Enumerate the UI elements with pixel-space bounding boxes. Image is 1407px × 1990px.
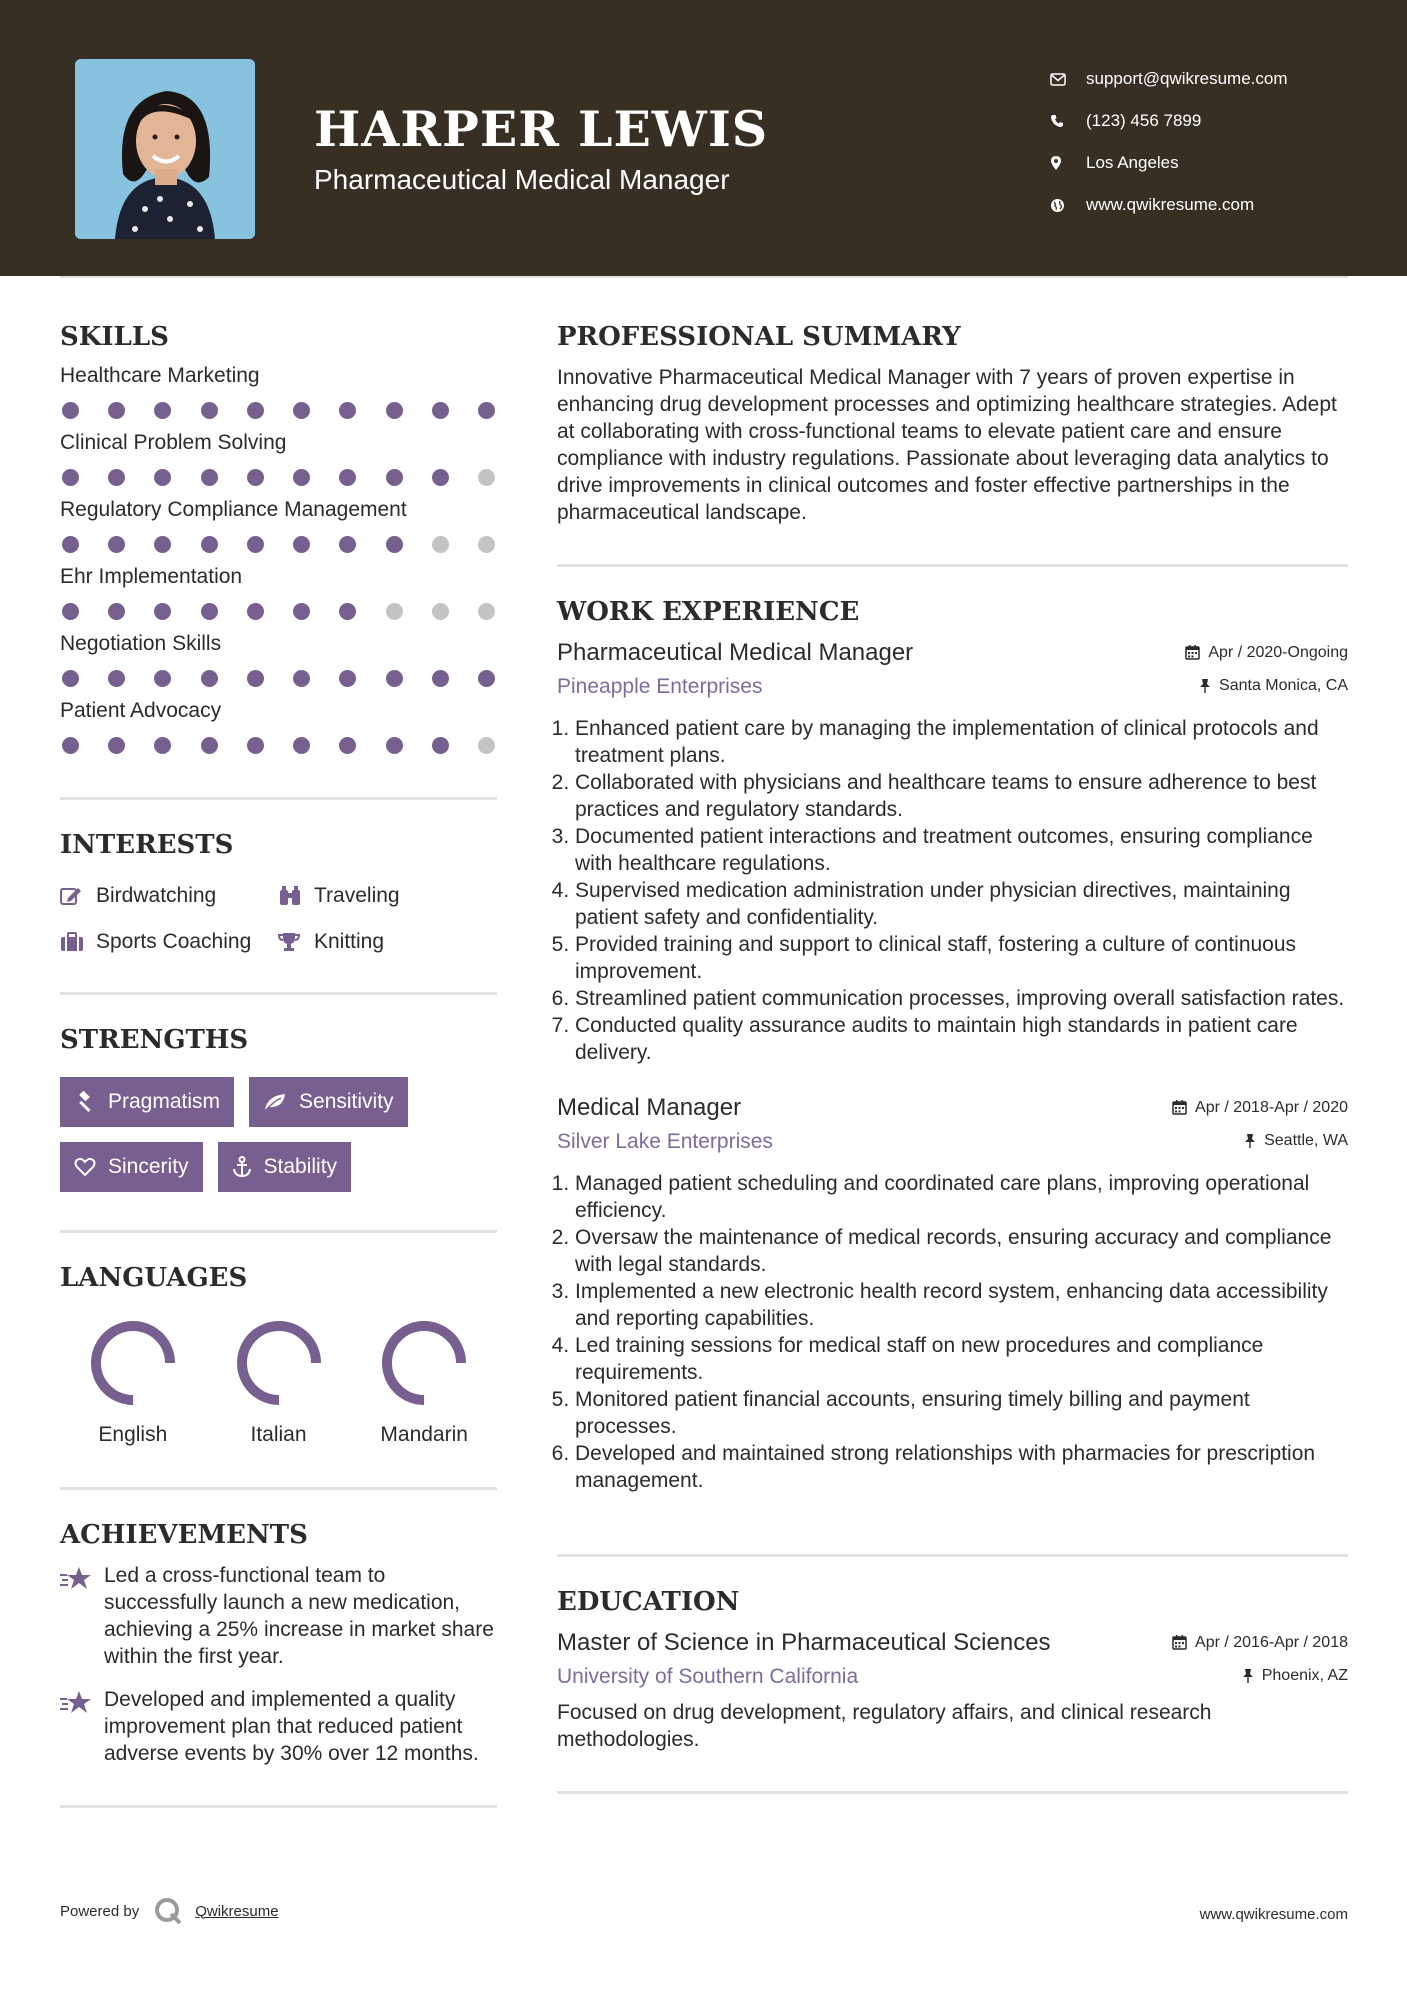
strengths-list [60,1077,497,1192]
profile-photo [75,59,255,239]
rating-dot-filled [108,536,125,553]
rating-dot-filled [293,536,310,553]
footer-url[interactable]: www.qwikresume.com [1199,1906,1348,1923]
section-divider [60,1487,497,1490]
rating-dot-filled [62,402,79,419]
job-dates [1185,644,1348,662]
rating-dot-filled [339,469,356,486]
job-company: Silver Lake Enterprises [557,1130,773,1153]
job-title: Medical Manager [557,1094,742,1121]
rating-dot-filled [247,737,264,754]
strength-chip [60,1142,203,1192]
leaf-icon [263,1092,287,1112]
work-title: WORK EXPERIENCE [557,597,860,627]
job-bullet: 5. Monitored patient financial accounts, ensuring timely billing and payment processes. [575,1386,1348,1440]
skill-name: Ehr Implementation [60,565,243,588]
languages-title: LANGUAGES [60,1263,248,1293]
strength-label: Stability [263,1155,338,1178]
skill-rating [60,670,497,687]
job-company: Pineapple Enterprises [557,675,763,698]
job-bullet: 2. Collaborated with physicians and healthcare teams to ensure adherence to best practices and regulatory standards. [575,769,1348,823]
rating-dot-filled [201,536,218,553]
strength-chip [60,1077,234,1127]
skill-name: Negotiation Skills [60,632,222,655]
job-dates-text: Apr / 2020-Ongoing [1208,643,1348,661]
resume-header [0,0,1407,276]
job-bullet: 6. Streamlined patient communication processes, improving overall satisfaction rates. [575,985,1348,1012]
interest-item [60,884,278,908]
calendar-icon [1185,645,1200,660]
rating-dot-filled [293,603,310,620]
job-entry [557,1094,1348,1494]
powered-by-label: Powered by [60,1902,140,1920]
rating-dot-filled [293,737,310,754]
contact-email[interactable] [1050,58,1288,100]
rating-dot-filled [478,402,495,419]
skill-name: Healthcare Marketing [60,364,260,387]
education-dates [1172,1634,1348,1652]
language-level-arc [96,1326,170,1400]
job-location-text: Seattle, WA [1264,1131,1348,1149]
job-entry [557,639,1348,1066]
job-bullet: 1. Enhanced patient care by managing the implementation of clinical protocols and treatment plans. [575,715,1348,769]
brand-link[interactable]: Qwikresume [195,1902,279,1920]
achievements-title: ACHIEVEMENTS [60,1520,308,1550]
rating-dot-filled [62,670,79,687]
rating-dot-filled [339,603,356,620]
section-divider [60,1230,497,1233]
rating-dot-filled [339,402,356,419]
job-bullet: 4. Led training sessions for medical staff on new procedures and compliance requirements. [575,1332,1348,1386]
rating-dot-empty [478,536,495,553]
education-location-text: Phoenix, AZ [1261,1666,1348,1684]
language-name: English [98,1423,168,1446]
rating-dot-empty [432,536,449,553]
rating-dot-filled [201,737,218,754]
rating-dot-filled [108,603,125,620]
interest-label: Sports Coaching [96,930,252,953]
rating-dot-filled [432,469,449,486]
interest-label: Birdwatching [96,884,217,907]
rating-dot-filled [62,737,79,754]
rating-dot-filled [432,670,449,687]
map-pin-icon [1050,155,1086,171]
rating-dot-filled [108,469,125,486]
binoculars-icon [278,886,314,906]
section-divider [557,564,1348,567]
edit-icon [60,886,96,906]
calendar-icon [1172,1100,1187,1115]
rating-dot-filled [432,402,449,419]
job-location [1244,1132,1348,1150]
anchor-icon [232,1156,252,1178]
rating-dot-filled [339,670,356,687]
star-icon [60,1562,104,1670]
section-divider [60,992,497,995]
section-divider [60,797,497,800]
contact-phone[interactable] [1050,100,1288,142]
pin-icon [1242,1668,1254,1683]
strength-label: Sensitivity [299,1090,394,1113]
education-location [1242,1667,1348,1685]
contact-email-text: support@qwikresume.com [1086,69,1288,88]
phone-icon [1050,114,1086,128]
rating-dot-filled [247,402,264,419]
job-bullet: 1. Managed patient scheduling and coordinated care plans, improving operational efficiency. [575,1170,1348,1224]
rating-dot-filled [339,737,356,754]
degree-title: Master of Science in Pharmaceutical Sciences [557,1629,1051,1656]
education-dates-text: Apr / 2016-Apr / 2018 [1195,1633,1348,1651]
rating-dot-filled [62,603,79,620]
summary-title: PROFESSIONAL SUMMARY [557,322,961,352]
job-bullet: 3. Implemented a new electronic health record system, enhancing data accessibility and reporting capabilities. [575,1278,1348,1332]
rating-dot-filled [386,402,403,419]
suitcase-icon [60,932,96,952]
qwikresume-logo-icon [153,1896,183,1926]
globe-icon [1050,198,1086,213]
language-name: Mandarin [380,1423,468,1446]
rating-dot-filled [154,536,171,553]
rating-dot-empty [386,603,403,620]
envelope-icon [1050,73,1086,86]
skill-rating [60,469,497,486]
contact-website-text: www.qwikresume.com [1086,195,1255,214]
rating-dot-filled [339,536,356,553]
job-bullet: 4. Supervised medication administration under physician directives, maintaining patient safety and confidentiality. [575,877,1348,931]
language-ring-icon [378,1317,470,1409]
contact-location-text: Los Angeles [1086,153,1179,172]
interest-label: Knitting [314,930,385,953]
rating-dot-filled [154,670,171,687]
job-bullets [557,715,1348,1066]
rating-dot-filled [108,402,125,419]
section-divider [60,1805,497,1808]
education-title: EDUCATION [557,1587,740,1617]
gavel-icon [74,1091,96,1113]
left-column [60,322,497,1808]
language-level-arc [242,1326,316,1400]
language-item [351,1317,497,1447]
rating-dot-empty [478,737,495,754]
rating-dot-filled [201,469,218,486]
job-location-text: Santa Monica, CA [1219,676,1348,694]
job-bullet: 6. Developed and maintained strong relationships with pharmacies for prescription management. [575,1440,1348,1494]
education-entry [557,1629,1348,1753]
summary-text: Innovative Pharmaceutical Medical Manager with 7 years of proven expertise in enhancing drug development processes and optimizing healthcare strategies. Adept at collaborating with cross-functional teams to elevate patient care and ensure compliance with industry regulations. Passionate about leveraging data analytics to drive improvements in clinical outcomes and foster effective partnerships in the pharmaceutical landscape. [557,366,1337,524]
interest-label: Traveling [314,884,400,907]
section-divider [557,1554,1348,1557]
rating-dot-empty [478,469,495,486]
contact-phone-text: (123) 456 7899 [1086,111,1202,130]
education-description: Focused on drug development, regulatory affairs, and clinical research methodologies. [557,1701,1212,1751]
header-divider [60,276,1348,278]
language-ring-icon [233,1317,325,1409]
language-item [206,1317,352,1447]
job-bullet: 7. Conducted quality assurance audits to maintain high standards in patient care delivery. [575,1012,1348,1066]
pin-icon [1199,678,1211,693]
rating-dot-filled [386,469,403,486]
calendar-icon [1172,1635,1187,1650]
rating-dot-filled [62,469,79,486]
skills-title: SKILLS [60,322,169,352]
skill-name: Clinical Problem Solving [60,431,287,454]
rating-dot-filled [293,670,310,687]
strength-label: Sincerity [108,1155,189,1178]
rating-dot-filled [247,469,264,486]
contact-location [1050,142,1288,184]
candidate-name: HARPER LEWIS [314,100,769,158]
achievement-text: Led a cross-functional team to successfully launch a new medication, achieving a 25% increase in market share within the first year. [104,1564,494,1668]
skills-list [60,364,497,754]
rating-dot-filled [247,670,264,687]
job-title: Pharmaceutical Medical Manager [557,639,914,666]
languages-list [60,1317,497,1447]
language-level-arc [387,1326,461,1400]
rating-dot-filled [293,469,310,486]
rating-dot-empty [478,603,495,620]
skill-rating [60,737,497,754]
rating-dot-filled [247,603,264,620]
candidate-role: Pharmaceutical Medical Manager [314,164,730,195]
pin-icon [1244,1133,1256,1148]
skill-rating [60,402,497,419]
language-item [60,1317,206,1447]
skill-name: Regulatory Compliance Management [60,498,407,521]
rating-dot-filled [247,536,264,553]
language-name: Italian [250,1423,307,1446]
rating-dot-filled [154,603,171,620]
right-column [557,322,1348,1794]
rating-dot-filled [154,402,171,419]
job-location [1199,677,1348,695]
rating-dot-empty [432,603,449,620]
interests-title: INTERESTS [60,830,234,860]
interest-item [60,930,278,954]
rating-dot-filled [386,536,403,553]
achievement-item [60,1562,497,1670]
contact-list [1050,58,1288,226]
interest-item [278,884,497,908]
rating-dot-filled [201,603,218,620]
rating-dot-filled [432,737,449,754]
job-dates-text: Apr / 2018-Apr / 2020 [1195,1098,1348,1116]
interests-list [60,884,497,954]
school-name: University of Southern California [557,1665,859,1688]
rating-dot-filled [386,670,403,687]
rating-dot-filled [62,536,79,553]
star-icon [60,1686,104,1767]
skill-name: Patient Advocacy [60,699,222,722]
footer-branding [60,1896,279,1926]
strength-label: Pragmatism [108,1090,221,1113]
rating-dot-filled [293,402,310,419]
trophy-icon [278,932,314,952]
language-ring-icon [87,1317,179,1409]
rating-dot-filled [201,402,218,419]
rating-dot-filled [201,670,218,687]
interest-item [278,930,497,954]
section-divider [557,1791,1348,1794]
achievement-item [60,1686,497,1767]
rating-dot-filled [478,670,495,687]
heart-icon [74,1157,96,1177]
achievement-text: Developed and implemented a quality improvement plan that reduced patient adverse events by 30% over 12 months. [104,1688,479,1765]
rating-dot-filled [154,469,171,486]
rating-dot-filled [108,737,125,754]
strengths-title: STRENGTHS [60,1025,249,1055]
strength-chip [249,1077,408,1127]
contact-website[interactable] [1050,184,1288,226]
job-bullet: 2. Oversaw the maintenance of medical records, ensuring accuracy and compliance with legal standards. [575,1224,1348,1278]
job-bullet: 3. Documented patient interactions and treatment outcomes, ensuring compliance with healthcare regulations. [575,823,1348,877]
strength-chip [218,1142,352,1192]
skill-rating [60,536,497,553]
rating-dot-filled [154,737,171,754]
job-bullet: 5. Provided training and support to clinical staff, fostering a culture of continuous improvement. [575,931,1348,985]
skill-rating [60,603,497,620]
job-dates [1172,1099,1348,1117]
job-bullets [557,1170,1348,1494]
rating-dot-filled [108,670,125,687]
rating-dot-filled [386,737,403,754]
